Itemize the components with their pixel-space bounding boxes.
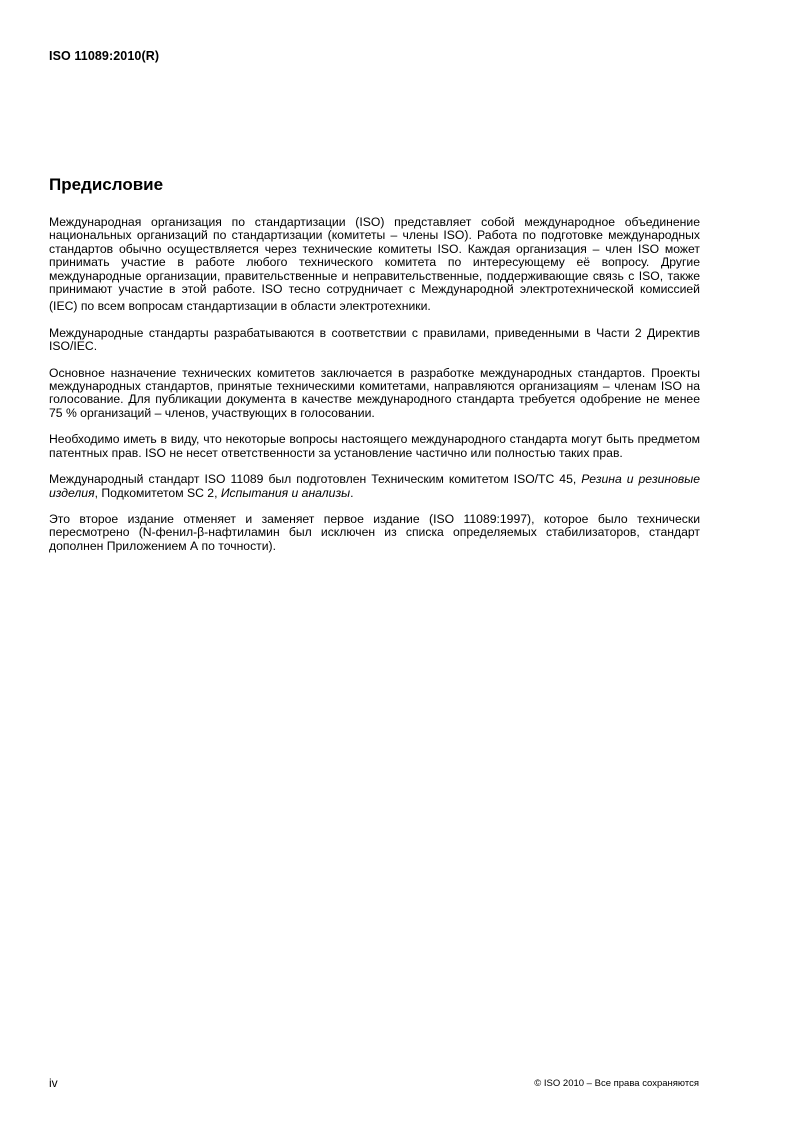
paragraph-6: Это второе издание отменяет и заменяет первое издание (ISO 11089:1997), которое было технически пересмотрено (N-фенил-β-нафтиламин был исключен из списка определяемых стабилизаторов, стандарт дополнен Приложением А по точности). (49, 511, 700, 553)
copyright-notice: © ISO 2010 – Все права сохраняются (534, 1078, 699, 1089)
paragraph-1-last-line: стандартизации в области электротехники. (186, 299, 431, 314)
foreword-body (49, 216, 700, 566)
paragraph-3: Основное назначение технических комитетов заключается в разработке международных стандартов. Проекты международных стандартов, принятые техническими комитетами, направляются организациям – членам ISO на голосование. Для публикации документа в качестве международного стандарта требуется одобрение не менее 75 % организаций – членов, участвующих в голосовании. (49, 365, 700, 420)
paragraph-5 (49, 473, 700, 500)
paragraph-1-text: Международная организация по стандартизации (ISO) представляет собой международное объединение национальных организаций по стандартизации (комитеты – члены ISO). Работа по подготовке международных стандартов обычно осуществляется через технические комитеты ISO. Каждая организация – член ISO может принимать участие в работе любого технического комитета по интересующему её вопросу. Другие международные организации, правительственные и неправительственные, поддерживающие связь с ISO, также принимают участие в этой работе. ISO тесно сотрудничает с Международной электротехнической комиссией (IEC) по всем вопросам (49, 215, 700, 314)
subcommittee-name: Испытания и анализы (220, 485, 351, 500)
page-number: iv (49, 1076, 58, 1090)
paragraph-1 (49, 216, 700, 314)
paragraph-5-text-c: , Подкомитетом SC 2, (94, 485, 221, 500)
paragraph-4: Необходимо иметь в виду, что некоторые вопросы настоящего международного стандарта могут быть предметом патентных прав. ISO не несет ответственности за установление частично или полностью таких прав. (49, 432, 700, 460)
paragraph-5-text-a: Международный стандарт ISO 11089 был подготовлен Техническим комитетом ISO/TC 45, (49, 472, 582, 487)
committee-name: Резина и резиновые изделия (49, 472, 700, 500)
document-id-header: ISO 11089:2010(R) (49, 49, 160, 63)
paragraph-2: Международные стандарты разрабатываются в соответствии с правилами, приведенными в Части 2 Директив ISO/IEC. (49, 325, 700, 354)
section-title: Предисловие (49, 175, 164, 194)
paragraph-5-text-e: . (350, 485, 354, 500)
